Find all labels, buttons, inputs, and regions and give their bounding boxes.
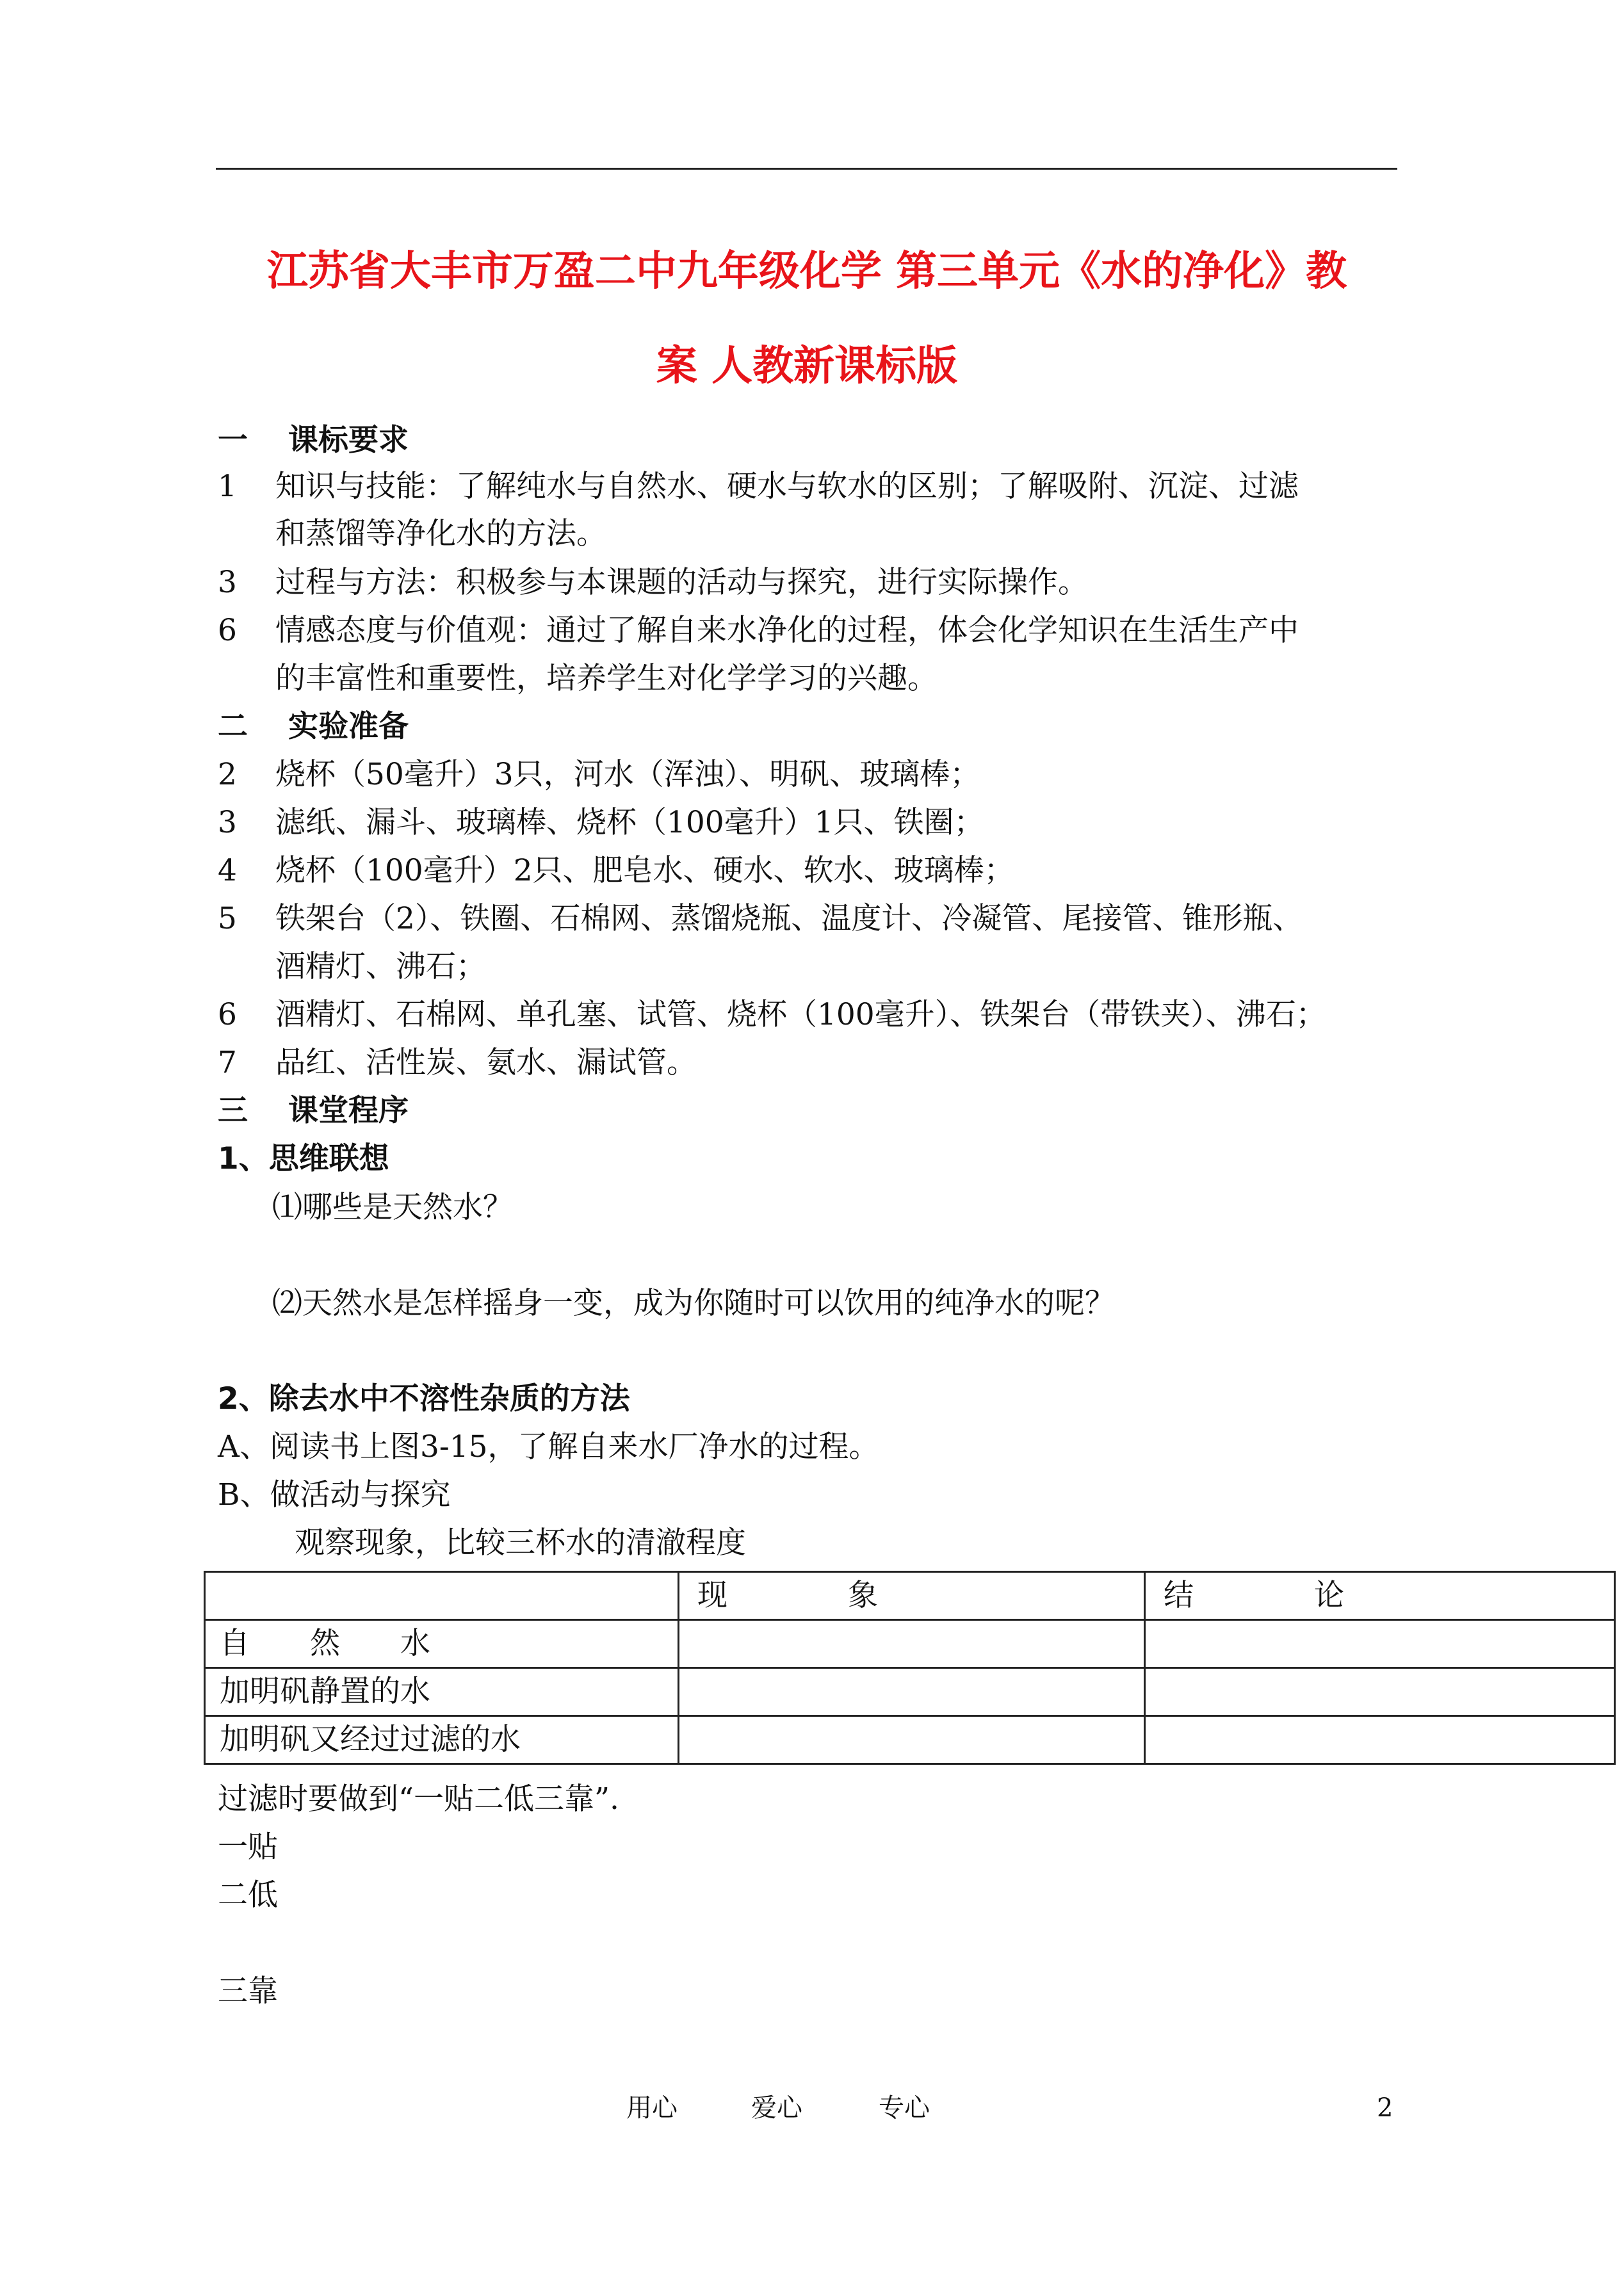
question-2: ⑵天然水是怎样摇身一变，成为你随时可以饮用的纯净水的呢？ bbox=[272, 1286, 1115, 1321]
page-number: 2 bbox=[1377, 2093, 1393, 2123]
table-cell: 加明矾静置的水 bbox=[205, 1668, 679, 1716]
table-header-cell: 现 象 bbox=[679, 1572, 1145, 1620]
document-title-line2: 案 人教新课标版 bbox=[656, 343, 958, 390]
list-item-text: 烧杯（50毫升）3只，河水（浑浊）、明矾、玻璃棒； bbox=[275, 757, 980, 792]
observation-table bbox=[204, 1571, 1616, 1765]
list-item-text: 情感态度与价值观：通过了解自来水净化的过程，体会化学知识在生活生产中 bbox=[275, 613, 1299, 648]
section-1-number: 一 bbox=[218, 423, 248, 458]
question-1: ⑴哪些是天然水？ bbox=[272, 1190, 513, 1225]
list-item-text: 铁架台（2）、铁圈、石棉网、蒸馏烧瓶、温度计、冷凝管、尾接管、锥形瓶、 bbox=[275, 901, 1303, 936]
table-row bbox=[205, 1620, 1615, 1668]
filter-intro: 过滤时要做到“一贴二低三靠”. bbox=[218, 1781, 619, 1817]
footer-word-3: 专心 bbox=[879, 2093, 930, 2123]
step-b: B、做活动与探究 bbox=[218, 1477, 451, 1512]
section-3-number: 三 bbox=[218, 1093, 248, 1128]
table-cell bbox=[679, 1620, 1145, 1668]
list-item-text: 烧杯（100毫升）2只、肥皂水、硬水、软水、玻璃棒； bbox=[275, 853, 1014, 888]
list-item-number: 1 bbox=[218, 469, 237, 504]
list-item-number: 6 bbox=[218, 613, 237, 648]
filter-san-kao: 三靠 bbox=[218, 1974, 278, 2009]
list-item-number: 3 bbox=[218, 805, 237, 840]
document-title-line1: 江苏省大丰市万盈二中九年级化学 第三单元《水的净化》教 bbox=[266, 248, 1347, 295]
list-item-text-cont: 酒精灯、沸石； bbox=[275, 949, 486, 984]
filter-yi-tie: 一贴 bbox=[218, 1829, 278, 1865]
table-cell bbox=[679, 1716, 1145, 1764]
list-item-number: 6 bbox=[218, 997, 237, 1032]
list-item-text: 知识与技能：了解纯水与自然水、硬水与软水的区别；了解吸附、沉淀、过滤 bbox=[275, 469, 1299, 504]
table-cell bbox=[1145, 1716, 1615, 1764]
part-1-heading: 1、思维联想 bbox=[218, 1141, 389, 1176]
table-header-cell: 结 论 bbox=[1145, 1572, 1615, 1620]
filter-er-di: 二低 bbox=[218, 1877, 278, 1913]
list-item-number: 3 bbox=[218, 565, 237, 600]
list-item-number: 2 bbox=[218, 757, 237, 792]
table-row bbox=[205, 1668, 1615, 1716]
section-2-heading: 实验准备 bbox=[288, 709, 409, 744]
list-item-text: 品红、活性炭、氨水、漏试管。 bbox=[275, 1045, 697, 1080]
table-cell bbox=[679, 1668, 1145, 1716]
footer-word-2: 爱心 bbox=[751, 2093, 802, 2123]
step-a: A、阅读书上图3-15，了解自来水厂净水的过程。 bbox=[218, 1429, 879, 1464]
footer-word-1: 用心 bbox=[626, 2093, 678, 2123]
section-3-heading: 课堂程序 bbox=[288, 1093, 409, 1128]
list-item-number: 7 bbox=[218, 1045, 237, 1080]
table-cell: 加明矾又经过过滤的水 bbox=[205, 1716, 679, 1764]
table-cell bbox=[1145, 1620, 1615, 1668]
part-2-heading: 2、除去水中不溶性杂质的方法 bbox=[218, 1381, 630, 1416]
table-cell bbox=[1145, 1668, 1615, 1716]
list-item-text-cont: 和蒸馏等净化水的方法。 bbox=[275, 516, 606, 551]
table-cell: 自 然 水 bbox=[205, 1620, 679, 1668]
section-1-heading: 课标要求 bbox=[288, 423, 409, 458]
list-item-number: 4 bbox=[218, 853, 237, 888]
observe-instruction: 观察现象，比较三杯水的清澈程度 bbox=[295, 1525, 746, 1561]
list-item-text-cont: 的丰富性和重要性，培养学生对化学学习的兴趣。 bbox=[275, 661, 938, 696]
table-header-cell bbox=[205, 1572, 679, 1620]
list-item-text: 滤纸、漏斗、玻璃棒、烧杯（100毫升）1只、铁圈； bbox=[275, 805, 984, 840]
table-row bbox=[205, 1716, 1615, 1764]
list-item-text: 过程与方法：积极参与本课题的活动与探究，进行实际操作。 bbox=[275, 565, 1088, 600]
table-header-row bbox=[205, 1572, 1615, 1620]
list-item-number: 5 bbox=[218, 901, 237, 936]
header-rule bbox=[216, 168, 1397, 170]
list-item-text: 酒精灯、石棉网、单孔塞、试管、烧杯（100毫升）、铁架台（带铁夹）、沸石； bbox=[275, 997, 1326, 1032]
section-2-number: 二 bbox=[218, 709, 248, 744]
